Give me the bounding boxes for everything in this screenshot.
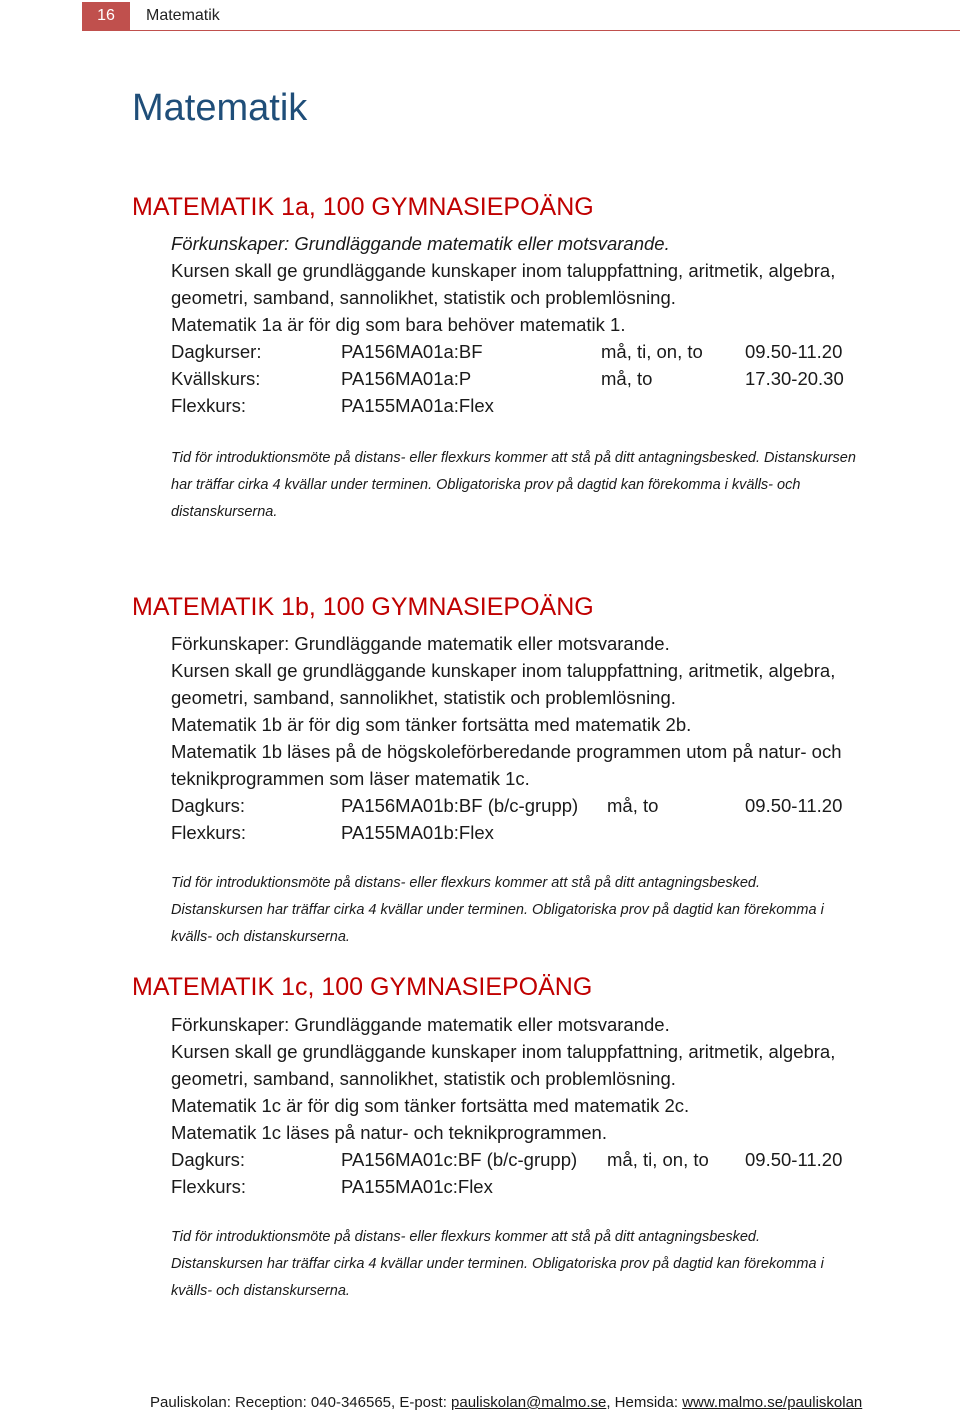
course-type: Flexkurs: <box>171 822 247 843</box>
course-code: PA156MA01a:P <box>341 368 472 389</box>
course-type: Dagkurs: <box>171 795 246 816</box>
page-number: 16 <box>82 2 130 30</box>
prereq-1a: Förkunskaper: Grundläggande matematik eller motsvarande. <box>171 233 670 254</box>
page-header <box>0 0 960 30</box>
course-code: PA156MA01b:BF (b/c-grupp) <box>341 795 579 816</box>
course-type: Flexkurs: <box>171 395 247 416</box>
description-line: teknikprogrammen som läser matematik 1c. <box>171 768 530 789</box>
course-type: Dagkurs: <box>171 1149 246 1170</box>
note-line: Distanskursen har träffar cirka 4 kvällar under terminen. Obligatoriska prov på dagtid kan förekomma i <box>171 1256 824 1272</box>
description-line: Matematik 1a är för dig som bara behöver matematik 1. <box>171 314 626 335</box>
course-days: må, to <box>601 368 653 389</box>
course-days: må, ti, on, to <box>601 341 703 362</box>
description-line: geometri, samband, sannolikhet, statistik och problemlösning. <box>171 287 676 308</box>
course-time: 09.50-11.20 <box>745 795 843 816</box>
description-line: geometri, samband, sannolikhet, statistik och problemlösning. <box>171 1068 676 1089</box>
prereq-1b: Förkunskaper: Grundläggande matematik eller motsvarande. <box>171 633 670 654</box>
footer-contact-text: Pauliskolan: Reception: 040-346565, E-post: <box>150 1394 452 1411</box>
course-heading-1b: MATEMATIK 1b, 100 GYMNASIEPOÄNG <box>132 593 594 621</box>
course-days: må, to <box>607 795 659 816</box>
schedule-row <box>171 338 960 365</box>
schedule-row <box>171 1173 960 1200</box>
website-link[interactable]: www.malmo.se/pauliskolan <box>682 1394 863 1411</box>
description-line: Matematik 1b läses på de högskoleförberedande programmen utom på natur- och <box>171 741 842 762</box>
course-days: må, ti, on, to <box>607 1149 709 1170</box>
schedule-row <box>171 365 960 392</box>
page-title: Matematik <box>132 87 308 129</box>
description-line: Matematik 1c är för dig som tänker fortsätta med matematik 2c. <box>171 1095 690 1116</box>
course-type: Dagkurser: <box>171 341 262 362</box>
header-rule <box>82 30 960 31</box>
schedule-row <box>171 392 960 419</box>
email-link[interactable]: pauliskolan@malmo.se <box>451 1394 607 1411</box>
course-heading-1a: MATEMATIK 1a, 100 GYMNASIEPOÄNG <box>132 193 594 221</box>
description-line: Matematik 1b är för dig som tänker fortsätta med matematik 2b. <box>171 714 692 735</box>
course-time: 09.50-11.20 <box>745 1149 843 1170</box>
prereq-1c: Förkunskaper: Grundläggande matematik eller motsvarande. <box>171 1014 670 1035</box>
course-code: PA155MA01a:Flex <box>341 395 494 416</box>
course-time: 17.30-20.30 <box>745 368 844 389</box>
course-code: PA155MA01c:Flex <box>341 1176 493 1197</box>
course-code: PA156MA01a:BF <box>341 341 483 362</box>
note-line: har träffar cirka 4 kvällar under terminen. Obligatoriska prov på dagtid kan förekomma i kvälls- och <box>171 477 801 493</box>
course-time: 09.50-11.20 <box>745 341 843 362</box>
course-code: PA156MA01c:BF (b/c-grupp) <box>341 1149 578 1170</box>
note-line: Tid för introduktionsmöte på distans- eller flexkurs kommer att stå på ditt antagningsbesked. Distanskursen <box>171 450 856 466</box>
description-line: Kursen skall ge grundläggande kunskaper inom taluppfattning, aritmetik, algebra, <box>171 660 836 681</box>
note-line: kvälls- och distanskurserna. <box>171 929 350 945</box>
note-line: Tid för introduktionsmöte på distans- eller flexkurs kommer att stå på ditt antagningsbesked. <box>171 1229 761 1245</box>
course-code: PA155MA01b:Flex <box>341 822 494 843</box>
note-line: Tid för introduktionsmöte på distans- eller flexkurs kommer att stå på ditt antagningsbesked. <box>171 875 761 891</box>
description-line: Kursen skall ge grundläggande kunskaper inom taluppfattning, aritmetik, algebra, <box>171 260 836 281</box>
note-line: distanskurserna. <box>171 504 278 520</box>
note-line: Distanskursen har träffar cirka 4 kvällar under terminen. Obligatoriska prov på dagtid kan förekomma i <box>171 902 824 918</box>
description-line: Matematik 1c läses på natur- och teknikprogrammen. <box>171 1122 607 1143</box>
description-line: Kursen skall ge grundläggande kunskaper inom taluppfattning, aritmetik, algebra, <box>171 1041 836 1062</box>
page-footer <box>150 1392 862 1414</box>
description-line: geometri, samband, sannolikhet, statistik och problemlösning. <box>171 687 676 708</box>
running-title: Matematik <box>146 7 220 24</box>
course-type: Flexkurs: <box>171 1176 247 1197</box>
course-type: Kvällskurs: <box>171 368 261 389</box>
note-line: kvälls- och distanskurserna. <box>171 1283 350 1299</box>
course-heading-1c: MATEMATIK 1c, 100 GYMNASIEPOÄNG <box>132 973 593 1001</box>
schedule-row <box>171 819 960 846</box>
schedule-row <box>171 1146 960 1173</box>
schedule-row <box>171 792 960 819</box>
footer-homepage-label: , Hemsida: <box>606 1394 683 1411</box>
